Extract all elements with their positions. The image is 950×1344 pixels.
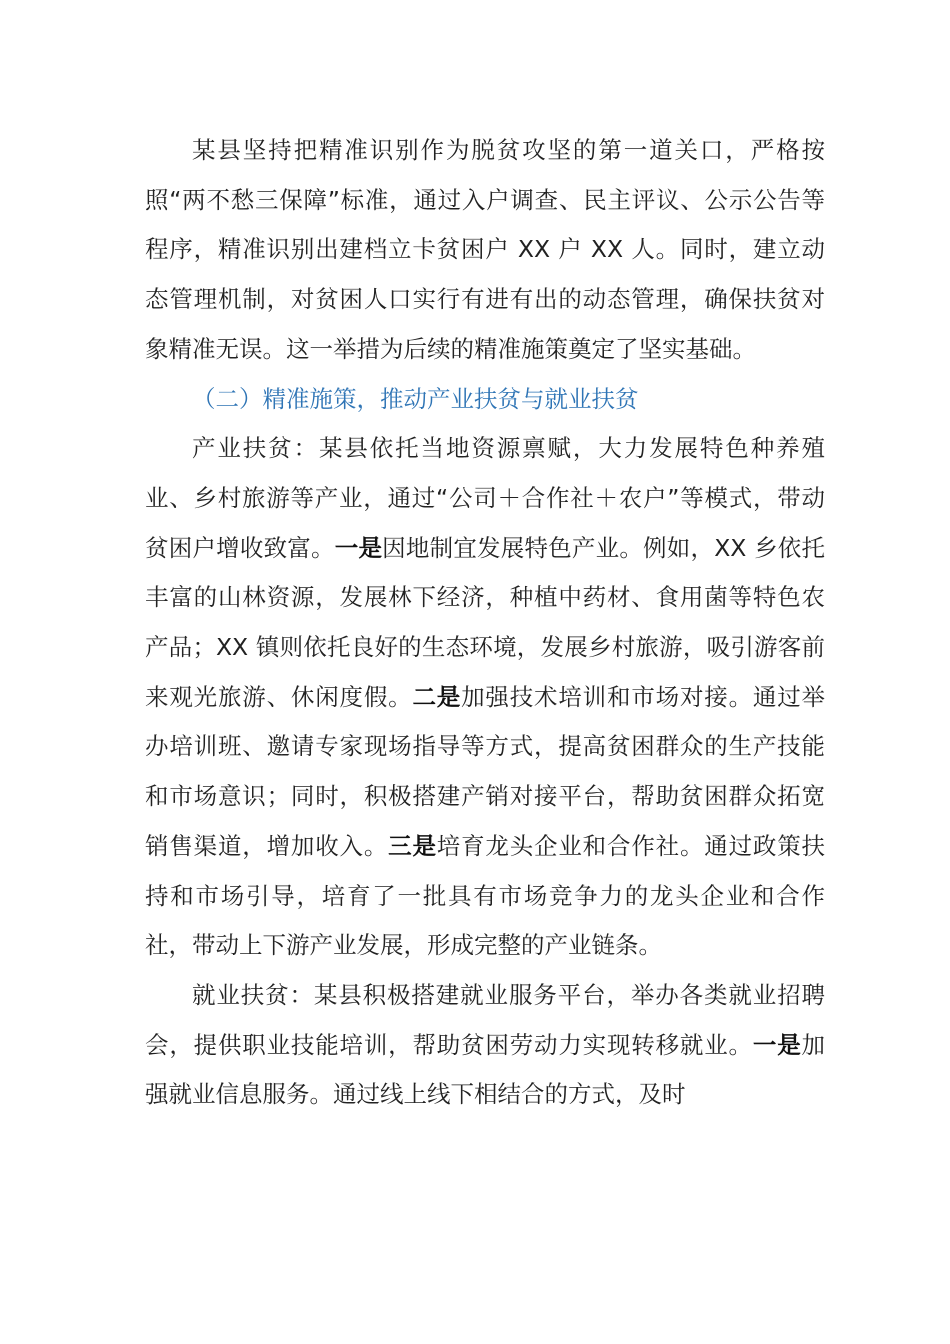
bold-marker-first: 一是 — [334, 533, 383, 562]
paragraph-industrial-poverty-alleviation — [145, 424, 825, 971]
paragraph-point-second: 加强技术培训和市场对接。通过举办培训班、邀请专家现场指导等方式，提高贫困群众的生产技能和市场意识；同时，积极搭建产销对接平台，帮助贫困群众拓宽销售渠道，增加收入。 — [145, 682, 826, 860]
paragraph-point-first: 加强就业信息服务。通过线上线下相结合的方式，及时 — [145, 1030, 826, 1109]
bold-marker-second: 二是 — [412, 682, 462, 711]
document-body — [145, 126, 825, 1120]
section-heading-text: （二）精准施策，推动产业扶贫与就业扶贫 — [192, 384, 639, 413]
bold-marker-first: 一是 — [752, 1030, 802, 1059]
section-heading — [145, 375, 825, 425]
paragraph-text: 某县坚持把精准识别作为脱贫攻坚的第一道关口，严格按照“两不愁三保障”标准，通过入户调查、民主评议、公示公告等程序，精准识别出建档立卡贫困户 XX 户 XX 人。同时，建立动态管理机制，对贫困人口实行有进有出的动态管理，确保扶贫对象精准无误。这一举措为后续的精准施策奠定了坚实基础。 — [145, 136, 825, 363]
paragraph-employment-poverty-alleviation — [145, 971, 825, 1120]
paragraph-intro: 产业扶贫：某县依托当地资源禀赋，大力发展特色种养殖业、乡村旅游等产业，通过“公司＋合作社＋农户”等模式，带动贫困户增收致富。 — [145, 434, 825, 562]
paragraph-precise-identification — [145, 126, 825, 375]
bold-marker-third: 三是 — [388, 831, 437, 860]
paragraph-point-first: 因地制宜发展特色产业。例如，XX 乡依托丰富的山林资源，发展林下经济，种植中药材、食用菌等特色农产品；XX 镇则依托良好的生态环境，发展乡村旅游，吸引游客前来观光旅游、休闲度假。 — [145, 533, 826, 711]
paragraph-intro: 就业扶贫：某县积极搭建就业服务平台，举办各类就业招聘会，提供职业技能培训，帮助贫困劳动力实现转移就业。 — [145, 980, 825, 1059]
paragraph-point-third: 培育龙头企业和合作社。通过政策扶持和市场引导，培育了一批具有市场竞争力的龙头企业和合作社，带动上下游产业发展，形成完整的产业链条。 — [145, 831, 826, 960]
